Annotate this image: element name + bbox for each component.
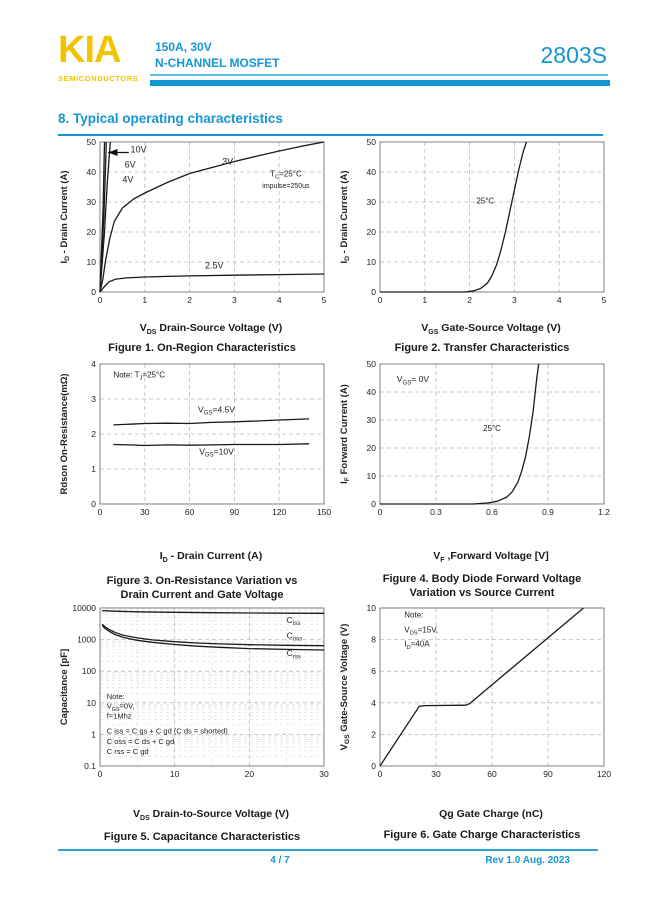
svg-text:120: 120 [272,507,287,517]
svg-text:5: 5 [601,295,607,305]
svg-text:0.1: 0.1 [84,761,96,771]
figure-3-caption [56,574,340,602]
svg-text:0: 0 [377,507,383,517]
svg-text:4: 4 [556,295,562,305]
figure-5-annotation: Note: [106,692,125,702]
svg-text:0.9: 0.9 [542,507,554,517]
svg-text:1: 1 [142,295,148,305]
figure-1-figure [56,136,340,355]
svg-text:0: 0 [97,769,103,779]
figure-1-curve-2.5v [100,274,324,292]
figure-6-figure [336,602,620,842]
svg-text:0: 0 [377,769,383,779]
svg-text:IF Forward Current (A): $I_F$ Forward Current (A) [339,384,352,484]
svg-text:30: 30 [366,415,376,425]
svg-text:20: 20 [366,443,376,453]
svg-text:20: 20 [244,769,255,779]
figure-1-annotation: $T_C=25^\circ C$ [270,169,302,181]
svg-text:4: 4 [371,697,376,708]
svg-text:50: 50 [366,359,376,369]
svg-text:10: 10 [366,471,376,481]
svg-text:90: 90 [543,769,553,779]
figure-5-annotation: C oss = C ds + C gd [106,736,175,746]
svg-text:30: 30 [140,507,150,517]
figure-5-annotation: C iss = C gs + C gd (C ds = shorted) [106,726,228,736]
figure-3-figure [56,358,340,602]
svg-text:20: 20 [86,227,96,237]
figure-4-caption-line: Figure 4. Body Diode Forward Voltage [382,573,582,586]
svg-text:ID - Drain Current (A): $I_D$ - Drain Current (A) [59,170,72,264]
figure-1-plot [56,136,336,309]
figure-3-annotation: Note: $T_J=25^\circ C$ [113,370,165,382]
svg-text:100: 100 [81,666,96,677]
figure-3-annotation: $V_{GS}=10V$ [199,446,234,459]
figure-6-annotation: $V_{DS}=15V$, [404,625,439,637]
figure-2-annotation: 25°C [476,196,495,206]
figure-5-annotation: $V_{GS}=0V$, [106,701,135,713]
page-number: 4 / 7 [270,855,290,866]
figure-5-annotation: $C_{oss}$ [286,630,303,643]
svg-text:30: 30 [319,769,329,779]
svg-text:60: 60 [184,507,195,517]
figure-4-figure [336,358,620,600]
figure-5-annotation: C rss = C gd [106,746,149,756]
product-type: N-CHANNEL MOSFET [155,56,280,70]
figure-4-plot [336,358,616,521]
svg-text:150: 150 [316,507,332,517]
svg-text:40: 40 [366,387,376,397]
svg-text:3: 3 [91,394,96,404]
svg-text:30: 30 [366,197,376,207]
svg-text:1: 1 [91,729,96,740]
svg-text:10: 10 [366,603,376,613]
figure-5-figure [56,602,340,844]
svg-text:10: 10 [169,769,180,779]
svg-text:0: 0 [97,507,103,517]
figure-3-caption-line: Drain Current and Gate Voltage [120,589,284,602]
svg-text:8: 8 [371,634,376,645]
figure-6-caption-line: Figure 6. Gate Charge Characteristics [383,829,581,841]
svg-text:2: 2 [187,295,192,305]
svg-text:30: 30 [86,197,96,207]
figure-3-curve-vgs-10v [113,444,309,446]
svg-text:0: 0 [91,287,96,297]
figure-2-xaxis-title: $V_{GS}$ Gate-Source Voltage (V) [421,322,561,337]
svg-text:0: 0 [371,287,376,297]
svg-text:ID - Drain Current (A): $I_D$ - Drain Current (A) [339,170,352,264]
figure-5-caption [56,830,340,844]
figure-2-curve-25-c [380,142,527,292]
figure-2-plot [336,136,616,309]
figure-5-curve-ciss [102,611,324,614]
figure-3-annotation: $V_{GS}=4.5V$ [198,404,235,417]
header-divider-thin [150,74,608,76]
figure-5-caption-line: Figure 5. Capacitance Characteristics [103,831,301,844]
figure-6-annotation: $I_D=40A$ [404,639,430,651]
logo-subtext: SEMICONDUCTORS [58,74,139,83]
figure-4-caption-line: Variation vs Source Current [409,587,555,600]
footer-divider [58,849,598,851]
svg-text:10: 10 [86,257,96,267]
svg-text:0.3: 0.3 [430,507,442,517]
svg-text:1: 1 [422,295,428,305]
figure-6-annotation: Note: [404,610,424,620]
svg-text:10000: 10000 [72,603,96,613]
figure-3-curve-vgs-4.5v [113,419,309,425]
svg-text:30: 30 [431,769,441,779]
svg-text:0: 0 [371,499,376,509]
svg-text:2: 2 [91,429,96,439]
figure-5-annotation: f=1Mhz [106,711,132,721]
svg-text:0: 0 [377,295,383,305]
svg-text:3: 3 [232,295,237,305]
svg-text:0.6: 0.6 [486,507,498,517]
svg-text:40: 40 [366,167,376,177]
figure-2-caption-line: Figure 2. Transfer Characteristics [394,342,570,355]
part-number: 2803S [540,42,607,68]
figure-5-plot [56,602,336,783]
figure-1-annotation: 6V [124,159,136,170]
svg-text:6: 6 [371,666,376,677]
svg-text:90: 90 [229,507,240,517]
svg-text:50: 50 [366,137,376,147]
svg-text:120: 120 [596,769,612,779]
svg-text:Rdson On-Resistance(mΩ): Rdson On-Resistance(mΩ) [59,373,70,495]
figure-3-xaxis-title: $I_D$ - Drain Current (A) [159,550,263,565]
svg-text:1.2: 1.2 [598,507,610,517]
svg-text:2: 2 [371,729,376,740]
figure-1-annotation: 3V [222,156,234,167]
svg-text:1000: 1000 [77,634,96,645]
figure-6-xaxis-title: Qg Gate Charge (nC) [439,808,543,820]
svg-text:10: 10 [86,697,96,708]
figure-1-xaxis-title: $V_{DS}$ Drain-Source Voltage (V) [139,322,283,337]
figure-3-caption-line: Figure 3. On-Resistance Variation vs [106,575,298,588]
figure-1-caption-line: Figure 1. On-Region Characteristics [108,342,296,355]
svg-text:VGS Gate-Source Voltage (V): $V_{GS}$ Gate-Source Voltage (V) [339,623,352,751]
svg-text:0: 0 [91,499,96,509]
svg-text:20: 20 [366,227,376,237]
svg-text:0: 0 [97,295,103,305]
figure-2-caption [336,341,620,355]
svg-text:0: 0 [371,761,376,771]
svg-text:40: 40 [86,167,96,177]
figure-4-annotation: 25°C [483,424,501,434]
product-info [155,39,279,71]
svg-text:60: 60 [487,769,497,779]
svg-text:2: 2 [467,295,472,305]
figure-1-annotation: 2.5V [204,260,224,271]
svg-text:50: 50 [86,137,96,147]
figure-6-plot [336,602,616,783]
figure-1-annotation: 4V [122,174,134,185]
figure-4-caption [336,572,620,600]
revision-label: Rev 1.0 Aug. 2023 [485,855,570,866]
svg-text:10: 10 [366,257,376,267]
svg-text:4: 4 [276,295,282,305]
product-rating: 150A, 30V [155,40,212,54]
figure-5-xaxis-title: $V_{DS}$ Drain-to-Source Voltage (V) [133,808,289,823]
figure-6-caption [336,828,620,842]
figure-3-plot [56,358,336,521]
figure-1-caption [56,341,340,355]
kia-logo: KIA [58,29,121,71]
figure-2-figure [336,136,620,355]
header-divider-thick [150,80,610,86]
figure-5-annotation: $C_{rss}$ [286,648,301,661]
svg-text:Capacitance [pF]: Capacitance [pF] [59,648,70,726]
figure-5-annotation: $C_{iss}$ [286,614,301,628]
svg-text:1: 1 [91,464,96,474]
svg-text:3: 3 [512,295,517,305]
section-title: 8. Typical operating characteristics [58,111,283,126]
svg-text:4: 4 [91,359,96,369]
figure-4-xaxis-title: $V_F$ ,Forward Voltage [V] [433,550,549,565]
figure-1-annotation: 10V [130,144,147,155]
svg-text:5: 5 [321,295,327,305]
figure-1-annotation: impulse=250us [262,183,310,191]
figure-4-annotation: $V_{GS}= 0V$ [396,374,430,387]
